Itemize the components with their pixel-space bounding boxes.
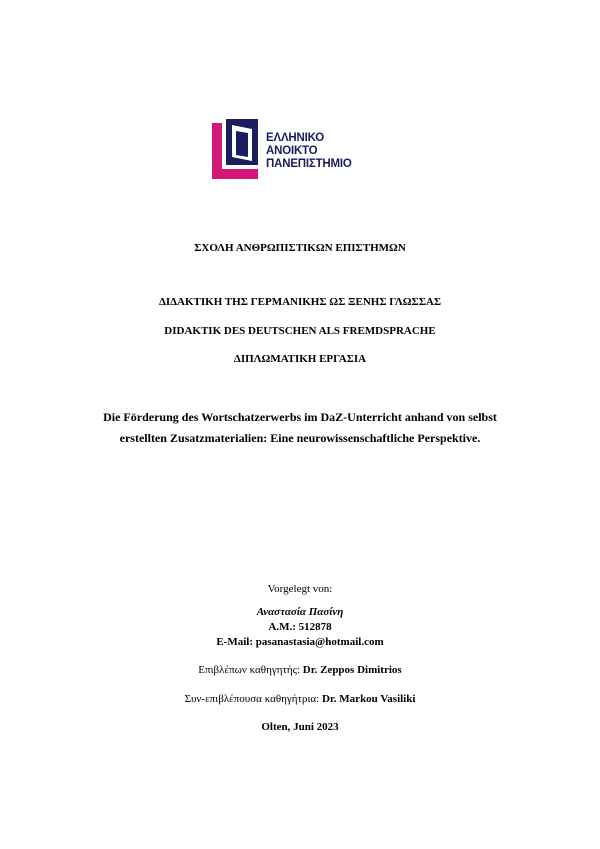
university-logo <box>212 117 372 185</box>
author-email: E-Mail: pasanastasia@hotmail.com <box>216 636 384 648</box>
thesis-title-line-2: erstellten Zusatzmaterialien: Eine neurowissenschaftliche Perspektive. <box>119 431 481 445</box>
submitted-by-label: Vorgelegt von: <box>267 583 333 595</box>
author-name: Αναστασία Πασίνη <box>256 606 344 618</box>
co-supervisor-name: Dr. Markou Vasiliki <box>321 693 416 705</box>
co-supervisor-label: Συν-επιβλέπουσα καθηγήτρια: <box>184 693 322 705</box>
thesis-type: ΔΙΠΛΩΜΑΤΙΚΗ ΕΡΓΑΣΙΑ <box>233 353 367 365</box>
logo-line-1: ΕΛΛΗΝΙΚΟ <box>266 132 324 144</box>
logo-line-2: ΑΝΟΙΚΤΟ <box>266 145 318 157</box>
logo-line-3: ΠΑΝΕΠΙΣΤΗΜΙΟ <box>266 158 352 170</box>
supervisor-line <box>0 664 600 676</box>
thesis-title-line-1: Die Förderung des Wortschatzerwerbs im DaZ-Unterricht anhand von selbst <box>103 410 497 424</box>
logo-mark-icon <box>212 117 264 183</box>
co-supervisor-line <box>0 693 600 705</box>
supervisor-name: Dr. Zeppos Dimitrios <box>302 664 402 676</box>
supervisor-label: Επιβλέπων καθηγητής: <box>198 664 303 676</box>
program-german: DIDAKTIK DES DEUTSCHEN ALS FREMDSPRACHE <box>164 325 436 337</box>
program-greek: ΔΙΔΑΚΤΙΚΗ ΤΗΣ ΓΕΡΜΑΝΙΚΗΣ ΩΣ ΞΕΝΗΣ ΓΛΩΣΣΑΣ <box>158 296 442 308</box>
school-name: ΣΧΟΛΗ ΑΝΘΡΩΠΙΣΤΙΚΩΝ ΕΠΙΣΤΗΜΩΝ <box>194 242 406 254</box>
logo-text <box>266 132 352 171</box>
place-date: Olten, Juni 2023 <box>261 721 339 733</box>
student-id: Α.Μ.: 512878 <box>268 621 332 633</box>
